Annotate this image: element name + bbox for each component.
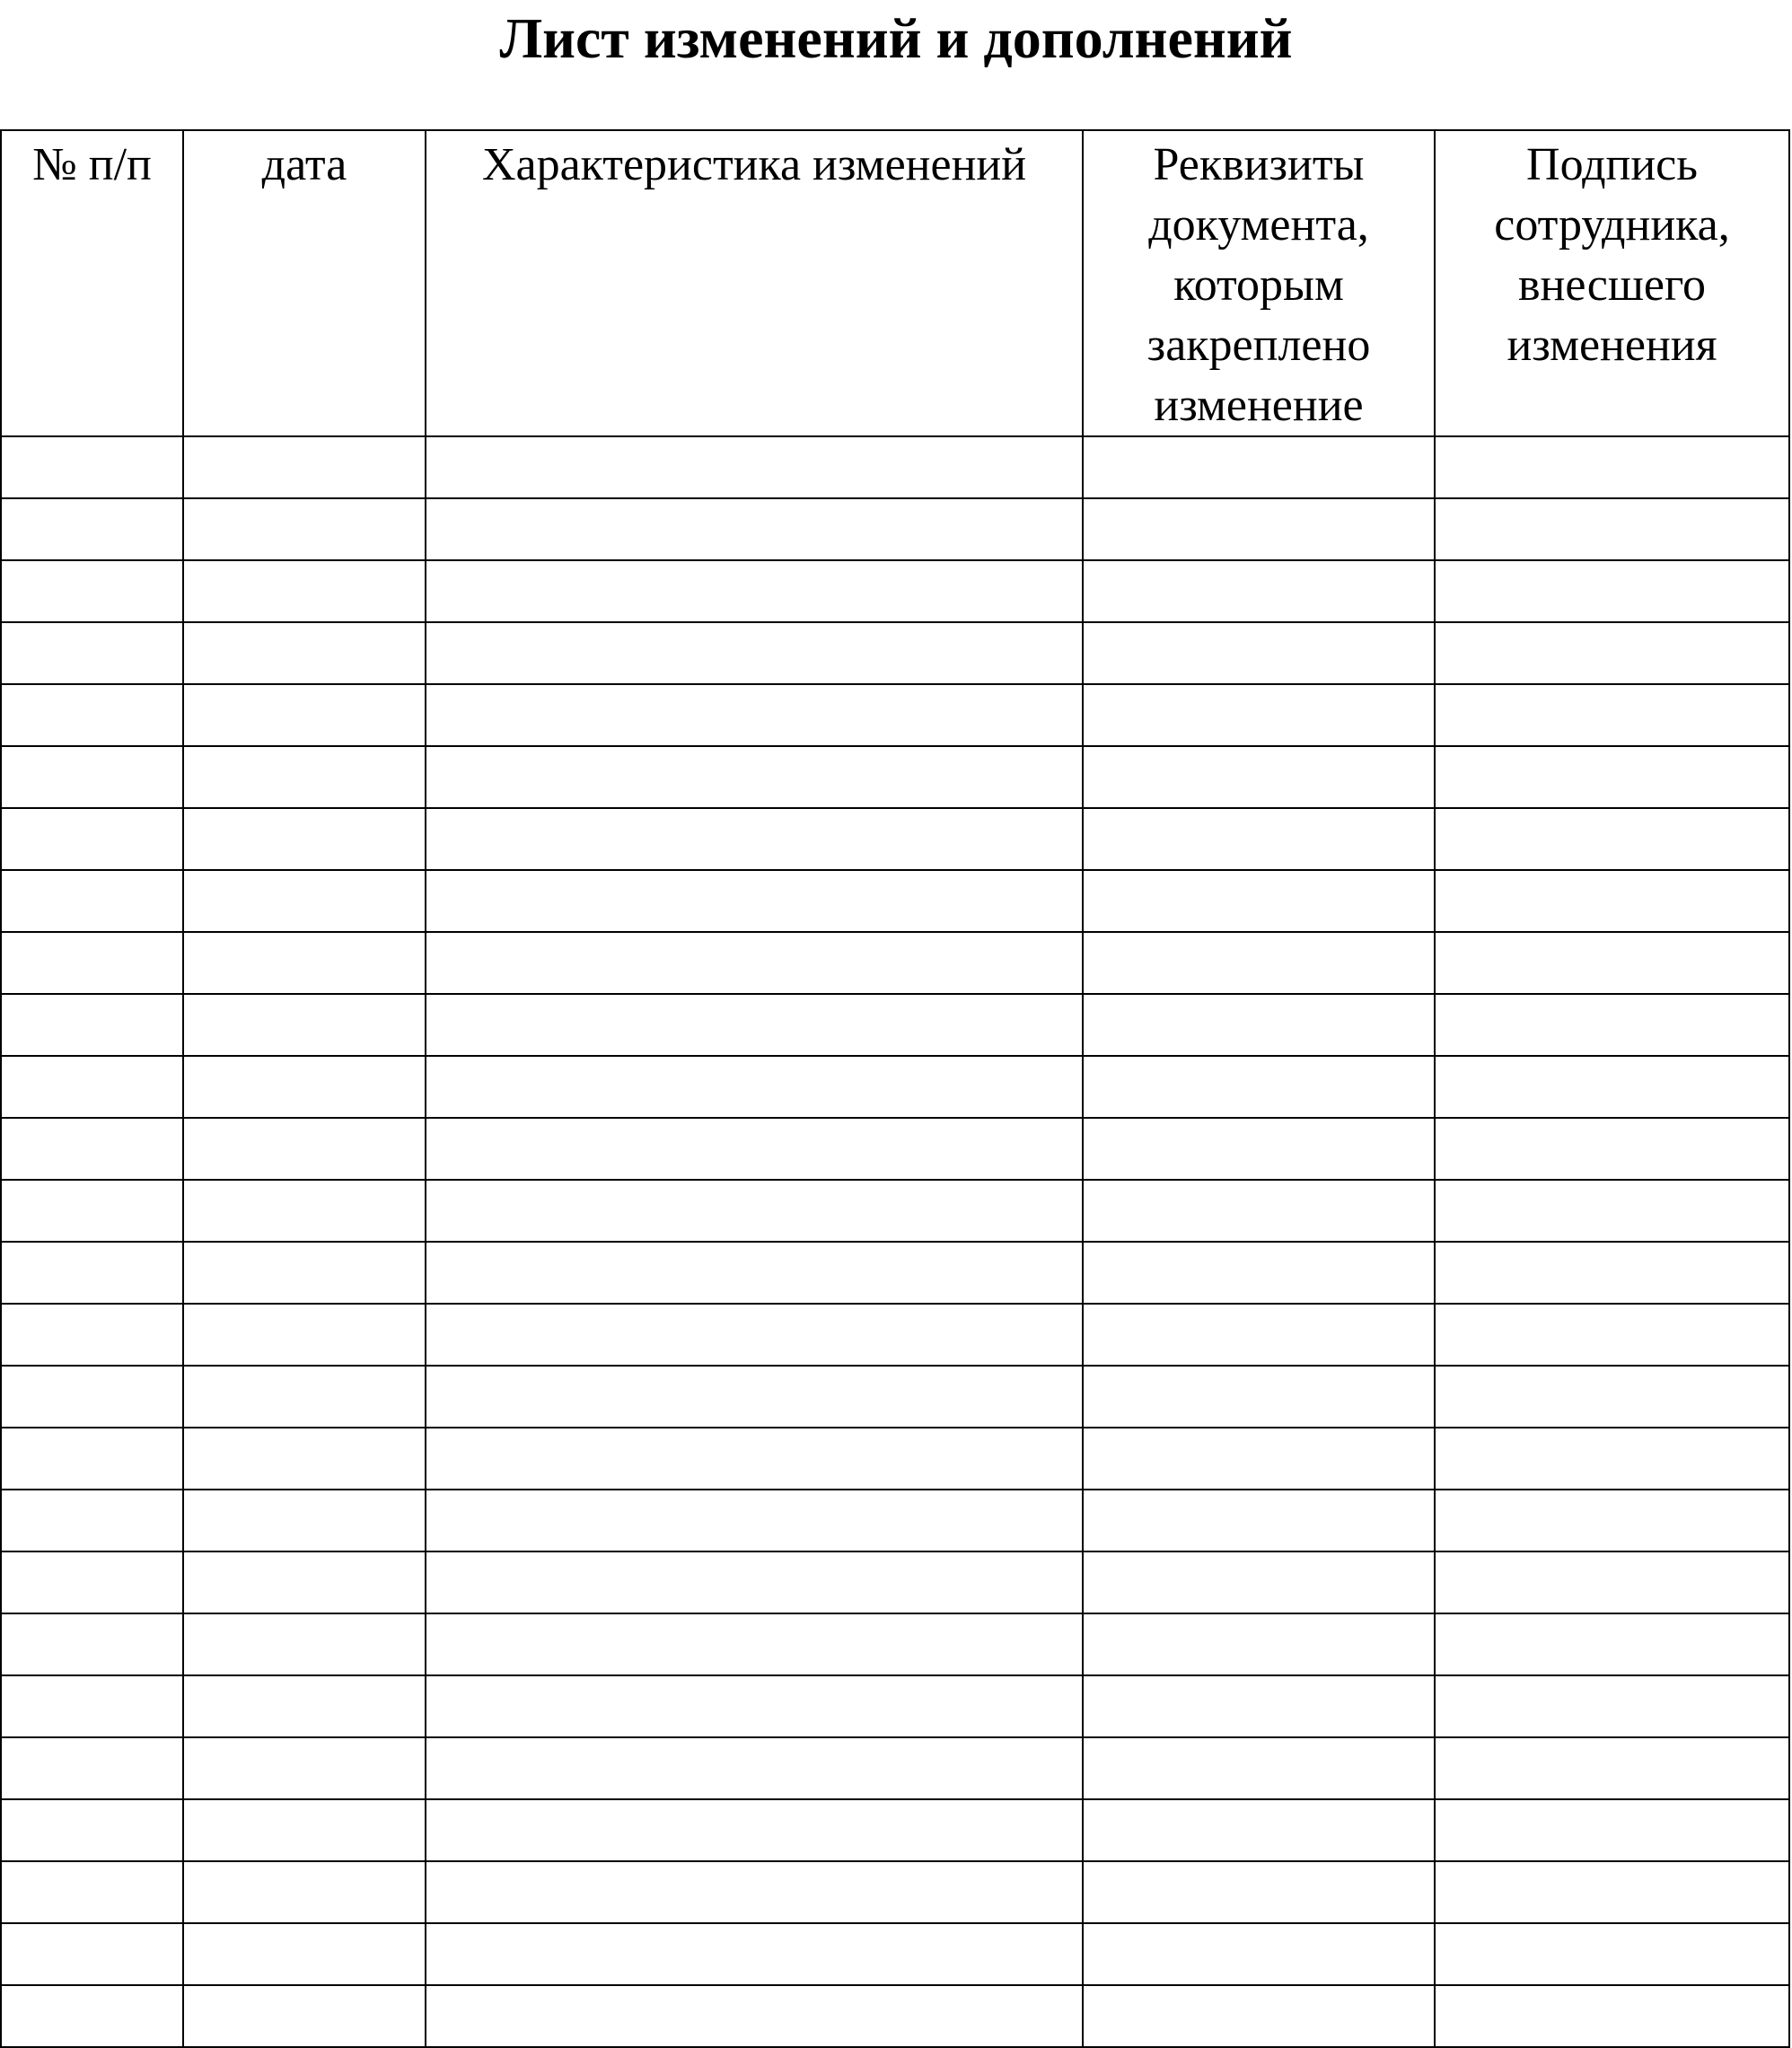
- document-title: Лист изменений и дополнений: [499, 6, 1293, 70]
- cell-document-details[interactable]: [1083, 932, 1435, 994]
- cell-number[interactable]: [1, 1613, 183, 1675]
- cell-change-description[interactable]: [426, 1242, 1083, 1304]
- cell-change-description[interactable]: [426, 1366, 1083, 1428]
- cell-document-details[interactable]: [1083, 1799, 1435, 1861]
- cell-change-description[interactable]: [426, 1304, 1083, 1366]
- cell-employee-signature[interactable]: [1435, 1923, 1789, 1985]
- cell-employee-signature[interactable]: [1435, 1056, 1789, 1118]
- cell-date[interactable]: [183, 1861, 426, 1923]
- cell-date[interactable]: [183, 436, 426, 498]
- cell-change-description[interactable]: [426, 932, 1083, 994]
- cell-date[interactable]: [183, 1923, 426, 1985]
- cell-number[interactable]: [1, 1737, 183, 1799]
- cell-number[interactable]: [1, 1242, 183, 1304]
- cell-change-description[interactable]: [426, 1428, 1083, 1490]
- cell-change-description[interactable]: [426, 746, 1083, 808]
- cell-document-details[interactable]: [1083, 870, 1435, 932]
- cell-change-description[interactable]: [426, 870, 1083, 932]
- table-row: [1, 808, 1789, 870]
- cell-change-description[interactable]: [426, 1799, 1083, 1861]
- table-row: [1, 1737, 1789, 1799]
- cell-document-details[interactable]: [1083, 994, 1435, 1056]
- cell-number[interactable]: [1, 1675, 183, 1737]
- cell-change-description[interactable]: [426, 622, 1083, 684]
- cell-date[interactable]: [183, 1118, 426, 1180]
- cell-change-description[interactable]: [426, 436, 1083, 498]
- cell-document-details[interactable]: [1083, 1923, 1435, 1985]
- cell-document-details[interactable]: [1083, 1056, 1435, 1118]
- cell-document-details[interactable]: [1083, 560, 1435, 622]
- cell-number[interactable]: [1, 808, 183, 870]
- cell-document-details[interactable]: [1083, 622, 1435, 684]
- cell-employee-signature[interactable]: [1435, 932, 1789, 994]
- table-body: [1, 436, 1789, 2047]
- header-number: № п/п: [1, 130, 183, 436]
- cell-date[interactable]: [183, 1613, 426, 1675]
- cell-employee-signature[interactable]: [1435, 870, 1789, 932]
- cell-change-description[interactable]: [426, 808, 1083, 870]
- table-row: [1, 1675, 1789, 1737]
- cell-employee-signature[interactable]: [1435, 622, 1789, 684]
- cell-date[interactable]: [183, 1551, 426, 1613]
- table-row: [1, 498, 1789, 560]
- cell-employee-signature[interactable]: [1435, 560, 1789, 622]
- table-row: [1, 1613, 1789, 1675]
- cell-date[interactable]: [183, 1675, 426, 1737]
- cell-change-description[interactable]: [426, 1118, 1083, 1180]
- cell-document-details[interactable]: [1083, 746, 1435, 808]
- cell-employee-signature[interactable]: [1435, 808, 1789, 870]
- table-row: [1, 436, 1789, 498]
- cell-change-description[interactable]: [426, 560, 1083, 622]
- cell-document-details[interactable]: [1083, 808, 1435, 870]
- cell-number[interactable]: [1, 932, 183, 994]
- table-row: [1, 1180, 1789, 1242]
- cell-number[interactable]: [1, 870, 183, 932]
- table-row: [1, 994, 1789, 1056]
- cell-date[interactable]: [183, 746, 426, 808]
- cell-change-description[interactable]: [426, 994, 1083, 1056]
- cell-change-description[interactable]: [426, 1923, 1083, 1985]
- cell-change-description[interactable]: [426, 1490, 1083, 1551]
- cell-number[interactable]: [1, 1799, 183, 1861]
- table-row: [1, 1799, 1789, 1861]
- cell-date[interactable]: [183, 1180, 426, 1242]
- cell-date[interactable]: [183, 808, 426, 870]
- cell-number[interactable]: [1, 1551, 183, 1613]
- cell-number[interactable]: [1, 1366, 183, 1428]
- table-row: [1, 622, 1789, 684]
- cell-change-description[interactable]: [426, 498, 1083, 560]
- table-row: [1, 932, 1789, 994]
- cell-number[interactable]: [1, 1180, 183, 1242]
- cell-date[interactable]: [183, 932, 426, 994]
- cell-document-details[interactable]: [1083, 1118, 1435, 1180]
- cell-employee-signature[interactable]: [1435, 1861, 1789, 1923]
- cell-date[interactable]: [183, 1056, 426, 1118]
- cell-number[interactable]: [1, 1490, 183, 1551]
- table-row: [1, 1551, 1789, 1613]
- cell-employee-signature[interactable]: [1435, 1551, 1789, 1613]
- cell-document-details[interactable]: [1083, 1304, 1435, 1366]
- cell-date[interactable]: [183, 498, 426, 560]
- header-row: [1, 130, 1789, 436]
- table-row: [1, 1490, 1789, 1551]
- cell-date[interactable]: [183, 1366, 426, 1428]
- cell-date[interactable]: [183, 1799, 426, 1861]
- table-row: [1, 684, 1789, 746]
- table-row: [1, 1861, 1789, 1923]
- cell-document-details[interactable]: [1083, 1861, 1435, 1923]
- cell-number[interactable]: [1, 994, 183, 1056]
- table-row: [1, 746, 1789, 808]
- cell-change-description[interactable]: [426, 1056, 1083, 1118]
- cell-number[interactable]: [1, 622, 183, 684]
- cell-date[interactable]: [183, 622, 426, 684]
- cell-number[interactable]: [1, 1304, 183, 1366]
- cell-employee-signature[interactable]: [1435, 1242, 1789, 1304]
- cell-change-description[interactable]: [426, 684, 1083, 746]
- cell-employee-signature[interactable]: [1435, 1613, 1789, 1675]
- cell-employee-signature[interactable]: [1435, 1366, 1789, 1428]
- cell-document-details[interactable]: [1083, 1675, 1435, 1737]
- cell-date[interactable]: [183, 1242, 426, 1304]
- changes-table: [0, 129, 1790, 2048]
- cell-document-details[interactable]: [1083, 498, 1435, 560]
- cell-employee-signature[interactable]: [1435, 746, 1789, 808]
- table-row: [1, 870, 1789, 932]
- table-row: [1, 1118, 1789, 1180]
- cell-document-details[interactable]: [1083, 1366, 1435, 1428]
- cell-employee-signature[interactable]: [1435, 994, 1789, 1056]
- cell-change-description[interactable]: [426, 1737, 1083, 1799]
- cell-date[interactable]: [183, 870, 426, 932]
- table-row: [1, 1242, 1789, 1304]
- cell-date[interactable]: [183, 1490, 426, 1551]
- cell-document-details[interactable]: [1083, 1180, 1435, 1242]
- cell-date[interactable]: [183, 1428, 426, 1490]
- table-row: [1, 1366, 1789, 1428]
- cell-document-details[interactable]: [1083, 1242, 1435, 1304]
- header-change-description: Характеристика изменений: [426, 130, 1083, 436]
- cell-date[interactable]: [183, 684, 426, 746]
- cell-change-description[interactable]: [426, 1613, 1083, 1675]
- cell-date[interactable]: [183, 1737, 426, 1799]
- cell-employee-signature[interactable]: [1435, 1428, 1789, 1490]
- table-header: [1, 130, 1789, 436]
- cell-document-details[interactable]: [1083, 1428, 1435, 1490]
- cell-employee-signature[interactable]: [1435, 436, 1789, 498]
- cell-date[interactable]: [183, 1304, 426, 1366]
- cell-document-details[interactable]: [1083, 1613, 1435, 1675]
- cell-number[interactable]: [1, 1118, 183, 1180]
- table-row: [1, 1428, 1789, 1490]
- cell-date[interactable]: [183, 994, 426, 1056]
- cell-number[interactable]: [1, 1923, 183, 1985]
- cell-number[interactable]: [1, 498, 183, 560]
- cell-number[interactable]: [1, 746, 183, 808]
- cell-employee-signature[interactable]: [1435, 498, 1789, 560]
- cell-document-details[interactable]: [1083, 1551, 1435, 1613]
- cell-date[interactable]: [183, 560, 426, 622]
- cell-number[interactable]: [1, 1861, 183, 1923]
- cell-employee-signature[interactable]: [1435, 1118, 1789, 1180]
- table-row: [1, 560, 1789, 622]
- cell-number[interactable]: [1, 684, 183, 746]
- cell-number[interactable]: [1, 1428, 183, 1490]
- cell-employee-signature[interactable]: [1435, 1737, 1789, 1799]
- cell-change-description[interactable]: [426, 1551, 1083, 1613]
- cell-change-description[interactable]: [426, 1861, 1083, 1923]
- cell-employee-signature[interactable]: [1435, 1490, 1789, 1551]
- cell-document-details[interactable]: [1083, 1737, 1435, 1799]
- cell-employee-signature[interactable]: [1435, 684, 1789, 746]
- cell-employee-signature[interactable]: [1435, 1180, 1789, 1242]
- cell-document-details[interactable]: [1083, 684, 1435, 746]
- cell-document-details[interactable]: [1083, 436, 1435, 498]
- cell-document-details[interactable]: [1083, 1490, 1435, 1551]
- cell-employee-signature[interactable]: [1435, 1799, 1789, 1861]
- header-employee-signature: Подпись сотрудника, внесшего изменения: [1435, 130, 1789, 436]
- cell-number[interactable]: [1, 1056, 183, 1118]
- header-document-details: Реквизиты документа, которым закреплено изменение: [1083, 130, 1435, 436]
- cell-change-description[interactable]: [426, 1675, 1083, 1737]
- cell-employee-signature[interactable]: [1435, 1304, 1789, 1366]
- table-row: [1, 1056, 1789, 1118]
- table-row: [1, 1304, 1789, 1366]
- header-date: дата: [183, 130, 426, 436]
- cell-employee-signature[interactable]: [1435, 1675, 1789, 1737]
- cell-number[interactable]: [1, 560, 183, 622]
- cell-number[interactable]: [1, 436, 183, 498]
- table-row: [1, 1923, 1789, 1985]
- cell-change-description[interactable]: [426, 1180, 1083, 1242]
